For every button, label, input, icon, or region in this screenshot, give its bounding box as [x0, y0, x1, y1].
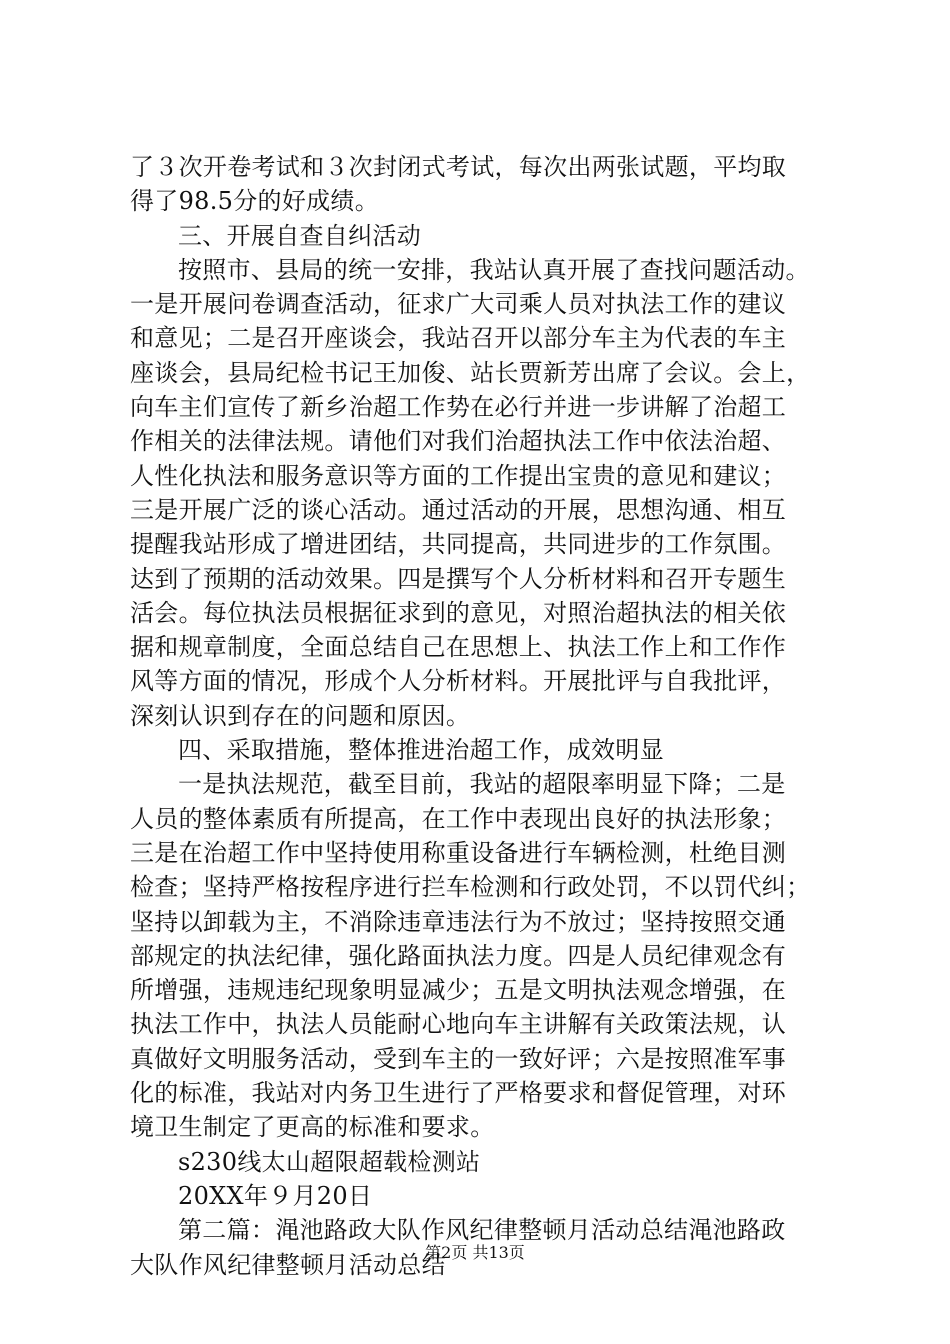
text-line: 座谈会，县局纪检书记王加俊、站长贾新芳出席了会议。会上，	[130, 358, 811, 387]
text-line: 大队作风纪律整顿月活动总结	[130, 1250, 446, 1279]
text-line: 三是开展广泛的谈心活动。通过活动的开展，思想沟通、相互	[130, 495, 787, 524]
text-line: 一是开展问卷调查活动，征求广大司乘人员对执法工作的建议	[130, 290, 787, 319]
text-line: 一是执法规范，截至目前，我站的超限率明显下降；二是	[178, 770, 786, 799]
text-line: 三、开展自查自纠活动	[178, 221, 421, 250]
text-line: 达到了预期的活动效果。四是撰写个人分析材料和召开专题生	[130, 564, 787, 593]
text-line: 和意见；二是召开座谈会，我站召开以部分车主为代表的车主	[130, 324, 787, 353]
text-line: 真做好文明服务活动，受到车主的一致好评；六是按照准军事	[130, 1044, 787, 1073]
text-line: 执法工作中，执法人员能耐心地向车主讲解有关政策法规，认	[130, 1010, 787, 1039]
page-footer: 第2页 共13页	[425, 1243, 525, 1262]
text-line: 坚持以卸载为主，不消除违章违法行为不放过；坚持按照交通	[130, 907, 787, 936]
text-line: 第二篇：渑池路政大队作风纪律整顿月活动总结渑池路政	[178, 1216, 786, 1245]
text-line: 部规定的执法纪律，强化路面执法力度。四是人员纪律观念有	[130, 941, 787, 970]
text-line: 所增强，违规违纪现象明显减少；五是文明执法观念增强，在	[130, 976, 787, 1005]
text-line: 四、采取措施，整体推进治超工作，成效明显	[178, 736, 664, 765]
text-line: 作相关的法律法规。请他们对我们治超执法工作中依法治超、	[130, 427, 787, 456]
text-line: 人员的整体素质有所提高，在工作中表现出良好的执法形象；	[130, 804, 787, 833]
document-body	[130, 150, 830, 1282]
text-line: 向车主们宣传了新乡治超工作势在必行并进一步讲解了治超工	[130, 393, 787, 422]
text-line: 检查；坚持严格按程序进行拦车检测和行政处罚，不以罚代纠；	[130, 873, 811, 902]
text-line: 深刻认识到存在的问题和原因。	[130, 701, 471, 730]
text-line: 得了98.5分的好成绩。	[130, 187, 380, 216]
text-line: 人性化执法和服务意识等方面的工作提出宝贵的意见和建议；	[130, 461, 787, 490]
text-line: 据和规章制度，全面总结自己在思想上、执法工作上和工作作	[130, 633, 787, 662]
text-line: 风等方面的情况，形成个人分析材料。开展批评与自我批评，	[130, 667, 787, 696]
text-line: 活会。每位执法员根据征求到的意见，对照治超执法的相关依	[130, 598, 787, 627]
text-line: s230线太山超限超载检测站	[178, 1147, 481, 1176]
text-line: 按照市、县局的统一安排，我站认真开展了查找问题活动。	[178, 255, 810, 284]
text-line: 20XX年９月20日	[178, 1181, 373, 1210]
text-line: 化的标准，我站对内务卫生进行了严格要求和督促管理，对环	[130, 1079, 787, 1108]
text-line: 提醒我站形成了增进团结，共同提高，共同进步的工作氛围。	[130, 530, 787, 559]
text-line: 了３次开卷考试和３次封闭式考试，每次出两张试题，平均取	[130, 153, 787, 181]
text-line: 境卫生制定了更高的标准和要求。	[130, 1113, 495, 1142]
text-line: 三是在治超工作中坚持使用称重设备进行车辆检测，杜绝目测	[130, 838, 787, 867]
